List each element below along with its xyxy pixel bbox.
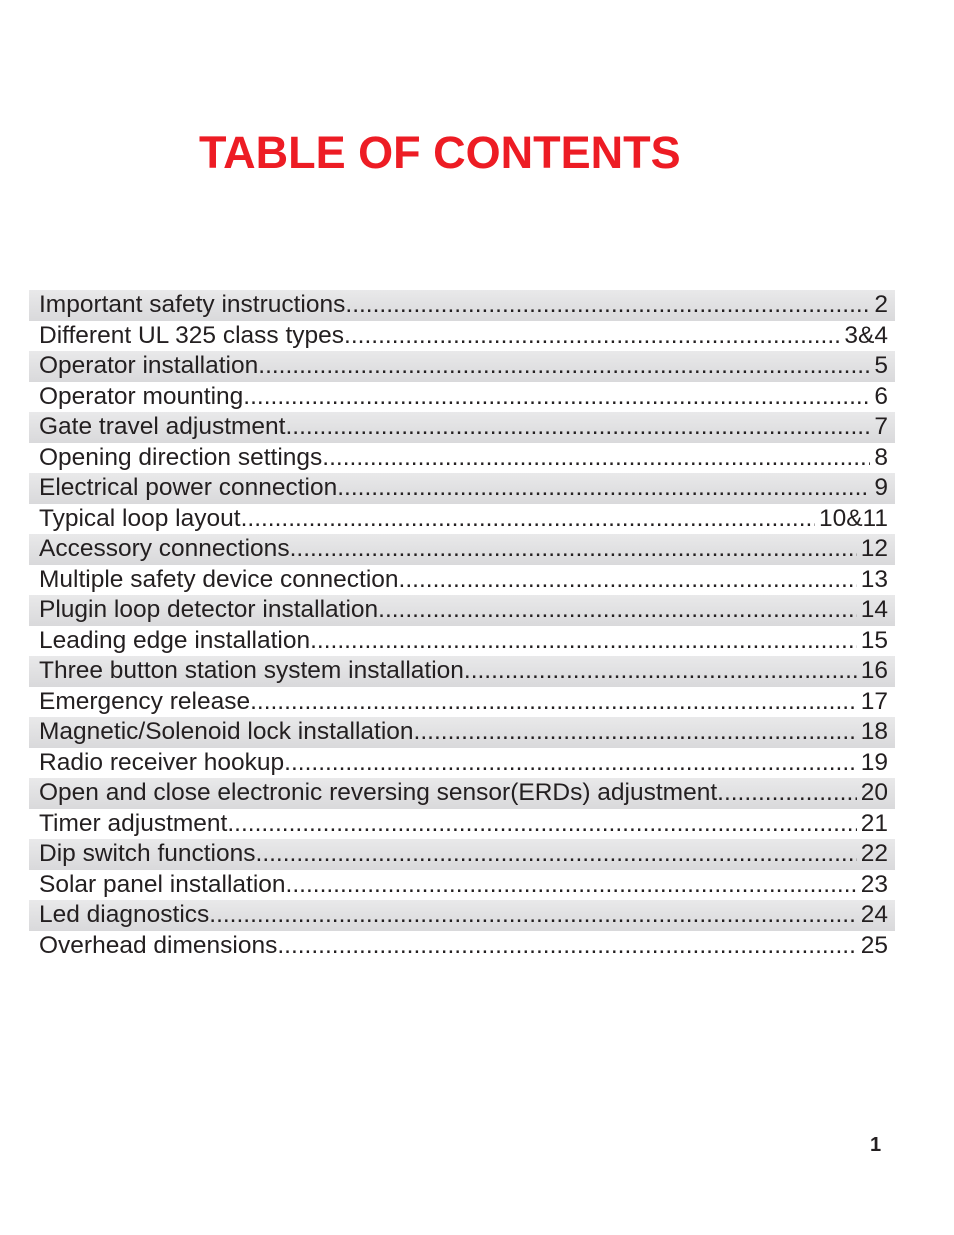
- toc-leader-dots: [399, 565, 857, 595]
- toc-entry[interactable]: [29, 534, 895, 565]
- toc-entry[interactable]: [29, 290, 895, 321]
- table-of-contents: [29, 290, 895, 961]
- toc-leader-dots: [414, 717, 857, 747]
- toc-entry-title: Different UL 325 class types: [39, 321, 345, 349]
- toc-entry[interactable]: [29, 473, 895, 504]
- toc-entry-title: Important safety instructions: [39, 291, 346, 319]
- toc-entry-title: Gate travel adjustment: [39, 413, 286, 441]
- toc-leader-dots: [464, 656, 857, 686]
- toc-entry-page: 15: [860, 626, 888, 654]
- toc-entry-page: 22: [860, 840, 888, 868]
- page-title: TABLE OF CONTENTS: [199, 127, 681, 178]
- toc-entry-title: Magnetic/Solenoid lock installation: [39, 718, 414, 746]
- toc-entry-title: Solar panel installation: [39, 870, 286, 898]
- toc-entry-page: 19: [860, 748, 888, 776]
- toc-leader-dots: [256, 839, 857, 869]
- toc-leader-dots: [258, 351, 870, 381]
- toc-leader-dots: [227, 809, 856, 839]
- toc-entry[interactable]: [29, 565, 895, 596]
- toc-entry[interactable]: [29, 870, 895, 901]
- toc-entry-title: Dip switch functions: [39, 840, 256, 868]
- toc-entry-title: Three button station system installation: [39, 657, 464, 685]
- toc-entry-title: Plugin loop detector installation: [39, 596, 379, 624]
- toc-entry-page: 12: [860, 535, 888, 563]
- toc-entry-title: Overhead dimensions: [39, 931, 278, 959]
- toc-entry-page: 18: [860, 718, 888, 746]
- toc-entry-title: Emergency release: [39, 687, 251, 715]
- toc-entry-page: 2: [874, 291, 888, 319]
- toc-entry[interactable]: [29, 748, 895, 779]
- toc-entry-page: 6: [874, 382, 888, 410]
- toc-entry-page: 7: [874, 413, 888, 441]
- toc-entry-page: 20: [860, 779, 888, 807]
- toc-entry-page: 17: [860, 687, 888, 715]
- toc-leader-dots: [243, 382, 870, 412]
- toc-entry-page: 3&4: [844, 321, 888, 349]
- toc-entry-title: Open and close electronic reversing sensor(ERDs) adjustment: [39, 779, 718, 807]
- toc-entry-page: 24: [860, 901, 888, 929]
- toc-leader-dots: [250, 687, 857, 717]
- toc-entry-page: 10&11: [818, 504, 888, 532]
- toc-leader-dots: [284, 748, 857, 778]
- toc-leader-dots: [285, 412, 870, 442]
- toc-leader-dots: [322, 443, 870, 473]
- toc-leader-dots: [241, 504, 815, 534]
- toc-leader-dots: [378, 595, 857, 625]
- toc-leader-dots: [344, 321, 840, 351]
- toc-entry-page: 25: [860, 931, 888, 959]
- toc-entry[interactable]: [29, 839, 895, 870]
- toc-entry-page: 9: [874, 474, 888, 502]
- toc-entry-page: 14: [860, 596, 888, 624]
- toc-entry-page: 21: [860, 809, 888, 837]
- toc-entry-title: Multiple safety device connection: [39, 565, 399, 593]
- page-number: 1: [870, 1134, 882, 1156]
- toc-entry-page: 16: [860, 657, 888, 685]
- toc-entry-title: Leading edge installation: [39, 626, 311, 654]
- toc-leader-dots: [277, 931, 856, 961]
- toc-leader-dots: [717, 778, 857, 808]
- toc-entry[interactable]: [29, 809, 895, 840]
- toc-entry[interactable]: [29, 656, 895, 687]
- toc-entry[interactable]: [29, 321, 895, 352]
- toc-leader-dots: [337, 473, 870, 503]
- toc-entry-page: 8: [874, 443, 888, 471]
- toc-entry-title: Opening direction settings: [39, 443, 323, 471]
- toc-entry[interactable]: [29, 626, 895, 657]
- toc-entry[interactable]: [29, 900, 895, 931]
- toc-entry[interactable]: [29, 504, 895, 535]
- toc-entry[interactable]: [29, 717, 895, 748]
- toc-entry[interactable]: [29, 351, 895, 382]
- toc-leader-dots: [286, 870, 857, 900]
- toc-entry[interactable]: [29, 382, 895, 413]
- toc-entry[interactable]: [29, 778, 895, 809]
- toc-entry-title: Accessory connections: [39, 535, 290, 563]
- toc-entry-page: 5: [874, 352, 888, 380]
- toc-entry[interactable]: [29, 412, 895, 443]
- toc-leader-dots: [310, 626, 857, 656]
- toc-entry-title: Led diagnostics: [39, 901, 210, 929]
- toc-entry[interactable]: [29, 931, 895, 962]
- toc-leader-dots: [345, 290, 870, 320]
- toc-entry-title: Radio receiver hookup: [39, 748, 285, 776]
- toc-leader-dots: [290, 534, 857, 564]
- toc-entry-title: Typical loop layout: [39, 504, 241, 532]
- toc-entry-title: Operator installation: [39, 352, 259, 380]
- toc-entry-title: Timer adjustment: [39, 809, 228, 837]
- toc-entry-page: 13: [860, 565, 888, 593]
- toc-entry-title: Operator mounting: [39, 382, 244, 410]
- toc-entry[interactable]: [29, 443, 895, 474]
- toc-entry-title: Electrical power connection: [39, 474, 338, 502]
- toc-entry[interactable]: [29, 595, 895, 626]
- toc-leader-dots: [209, 900, 856, 930]
- toc-entry[interactable]: [29, 687, 895, 718]
- toc-entry-page: 23: [860, 870, 888, 898]
